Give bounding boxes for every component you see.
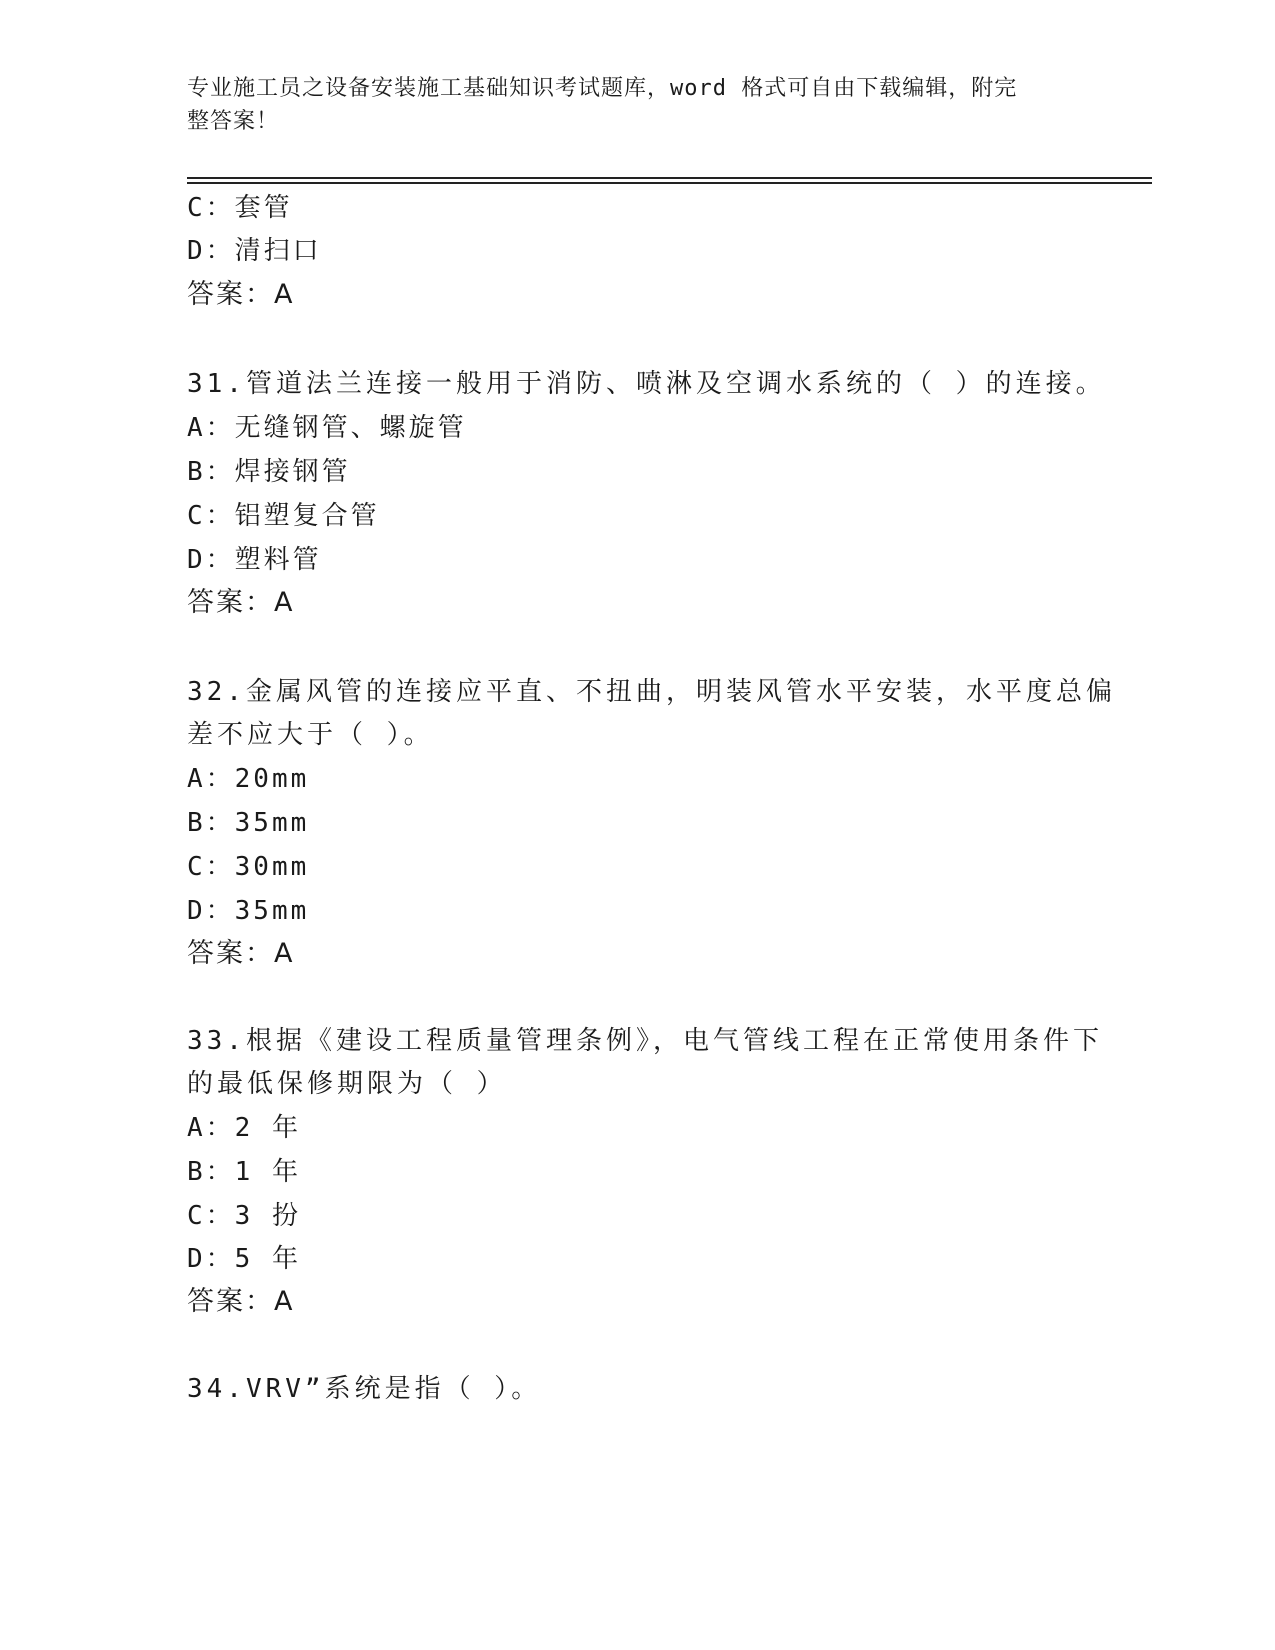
q33-answer: 答案：A xyxy=(187,1286,295,1317)
q33-option-c: C：3 扮 xyxy=(187,1201,301,1231)
q32-option-d: D：35mm xyxy=(187,896,310,926)
prev-option-c: C：套管 xyxy=(187,193,293,223)
q31-option-d: D：塑料管 xyxy=(187,545,322,575)
q32-option-c: C：30mm xyxy=(187,852,310,882)
q31-stem: 31.管道法兰连接一般用于消防、喷淋及空调水系统的（ ）的连接。 xyxy=(187,369,1106,399)
header-divider-bottom xyxy=(187,182,1152,184)
q31-option-b: B：焊接钢管 xyxy=(187,457,351,487)
q32-stem-line-2: 差不应大于（ ）。 xyxy=(187,720,434,750)
q32-stem-line-1: 32.金属风管的连接应平直、不扭曲，明装风管水平安装，水平度总偏 xyxy=(187,677,1116,707)
header-divider-top xyxy=(187,177,1152,179)
q33-stem-line-1: 33.根据《建设工程质量管理条例》，电气管线工程在正常使用条件下 xyxy=(187,1026,1103,1056)
header-line-2: 整答案！ xyxy=(187,109,280,134)
q32-answer: 答案：A xyxy=(187,938,295,969)
q32-option-a: A：20mm xyxy=(187,764,310,794)
prev-answer: 答案：A xyxy=(187,279,295,310)
q34-stem: 34.VRV”系统是指（ ）。 xyxy=(187,1374,542,1404)
q32-option-b: B：35mm xyxy=(187,808,310,838)
q33-stem-line-2: 的最低保修期限为（ ） xyxy=(187,1069,507,1099)
header-line-1: 专业施工员之设备安装施工基础知识考试题库，word 格式可自由下载编辑，附完 xyxy=(187,76,1018,101)
q31-answer: 答案：A xyxy=(187,587,295,618)
document-header xyxy=(187,72,1067,138)
q31-option-a: A：无缝钢管、螺旋管 xyxy=(187,413,467,443)
q33-option-d: D：5 年 xyxy=(187,1244,301,1274)
q33-option-a: A：2 年 xyxy=(187,1113,301,1143)
q31-option-c: C：铝塑复合管 xyxy=(187,501,380,531)
q33-option-b: B：1 年 xyxy=(187,1157,301,1187)
prev-option-d: D：清扫口 xyxy=(187,236,322,266)
